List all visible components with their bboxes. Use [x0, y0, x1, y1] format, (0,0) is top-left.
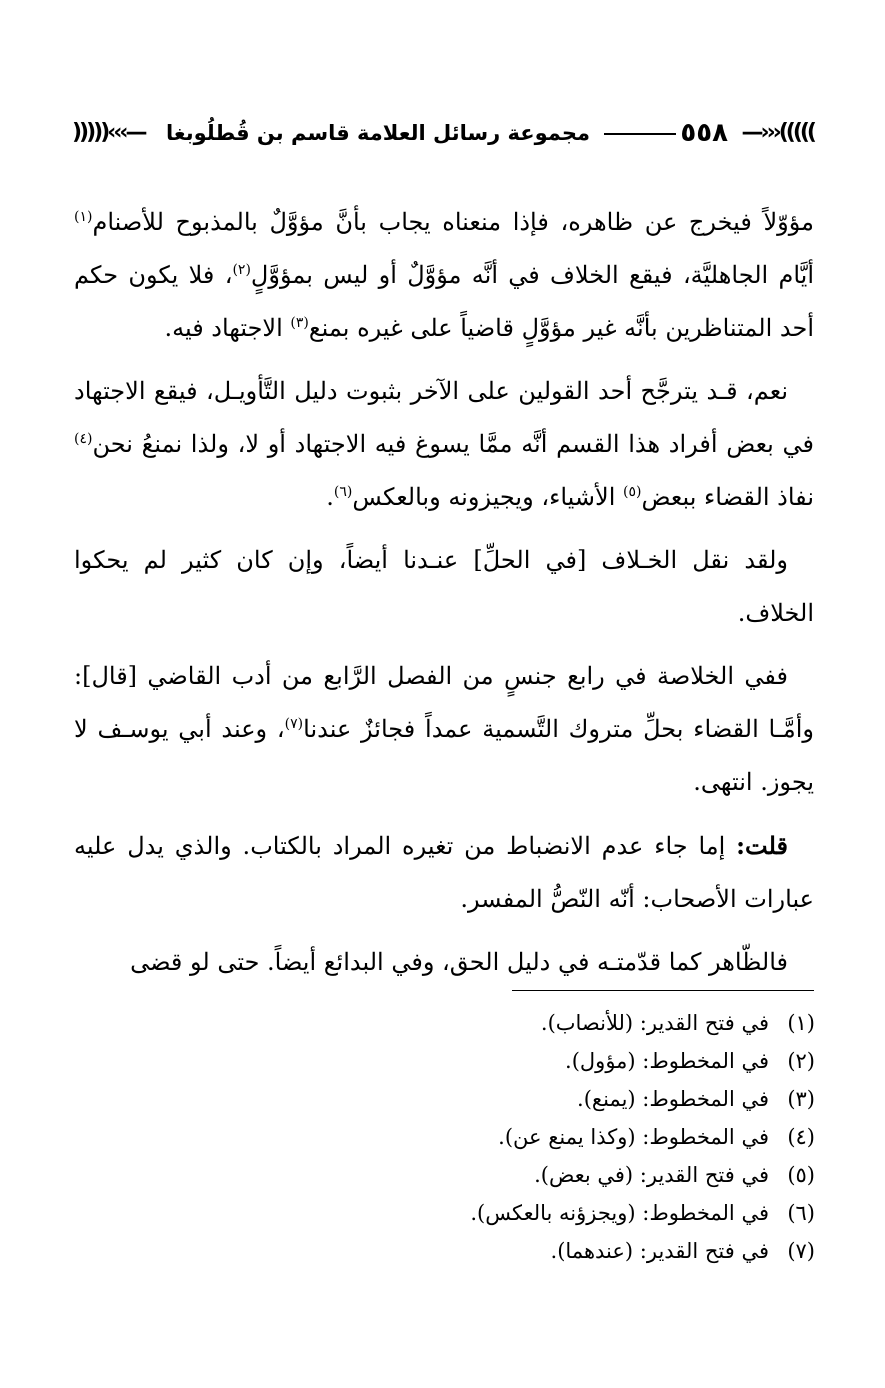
footnote-number: (٤) — [787, 1125, 815, 1149]
footnotes — [295, 1004, 815, 1270]
text-run: إما جاء عدم الانضباط من تغيره المراد بالكتاب. والذي يدل عليه عبارات الأصحاب: أنّه النّصُّ المفسر. — [74, 832, 814, 913]
footnote-ref: (٧) — [284, 716, 304, 732]
paragraph — [74, 650, 814, 809]
text-run: ولقد نقل الخـلاف [في الحلِّ] عنـدنا أيضاً، وإن كان كثير لم يحكوا الخلاف. — [74, 546, 814, 627]
footnote-number: (٣) — [787, 1087, 815, 1111]
text-run: مؤوّلاً فيخرج عن ظاهره، فإذا منعناه يجاب بأنَّ مؤوَّلٌ بالمذبوح للأصنام — [92, 208, 814, 236]
text-run: نعم، قـد يترجَّح أحد القولين على الآخر بثبوت دليل التَّأويـل، فيقع الاجتهاد في بعض أفراد هذا القسم أنَّه ممَّا يسوغ فيه الاجتهاد أو لا، ولذا نمنعُ نحن — [74, 377, 814, 458]
footnote-number: (٧) — [787, 1239, 815, 1263]
main-text — [74, 196, 814, 999]
footnote — [295, 1042, 815, 1080]
footnote-divider — [512, 990, 814, 991]
text-run: نفاذ القضاء ببعض — [641, 483, 814, 511]
paragraph — [74, 936, 814, 989]
text-run: فالظّاهر كما قدّمتـه في دليل الحق، وفي البدائع أيضاً. حتى لو قضى — [130, 948, 788, 976]
footnote-number: (٥) — [787, 1163, 815, 1187]
text-run: أيَّام الجاهليَّة، فيقع الخلاف في أنَّه مؤوَّلٌ أو ليس بمؤوَّلٍ — [250, 261, 814, 289]
footnote-text: في فتح القدير: (عندهما). — [550, 1239, 769, 1263]
text-run: ، وعند أبي يوسـف لا يجوز. انتهى. — [74, 715, 814, 796]
footnote — [295, 1004, 815, 1042]
footnote-ref: (٥) — [623, 484, 642, 500]
footnote-text: في المخطوط: (مؤول). — [565, 1049, 769, 1073]
book-title: مجموعة رسائل العلامة قاسم بن قُطلُوبغا — [166, 121, 590, 145]
footnote-number: (٢) — [787, 1049, 815, 1073]
text-run: . — [326, 483, 334, 511]
footnote — [295, 1194, 815, 1232]
running-header — [72, 112, 814, 156]
footnote — [295, 1156, 815, 1194]
footnote-ref: (٦) — [333, 484, 353, 500]
text-run: الاجتهاد فيه. — [164, 314, 291, 342]
header-ornament-right: —›››((((( — [741, 120, 814, 145]
paragraph — [74, 819, 814, 926]
footnote-text: في المخطوط: (يمنع). — [577, 1087, 769, 1111]
footnote — [295, 1080, 815, 1118]
footnote-number: (٦) — [787, 1201, 815, 1225]
footnote-text: في المخطوط: (وكذا يمنع عن). — [498, 1125, 769, 1149]
paragraph — [74, 534, 814, 640]
footnote-text: في المخطوط: (ويجزؤنه بالعكس). — [470, 1201, 769, 1225]
header-divider — [604, 133, 676, 135]
text-run: الأشياء، ويجيزونه وبالعكس — [352, 483, 624, 511]
page-number: ٥٥٨ — [680, 118, 728, 148]
paragraph — [74, 196, 814, 355]
header-ornament-left: )))))‹‹‹— — [72, 120, 145, 145]
footnote-ref: (٣) — [290, 315, 309, 331]
text-run: ففي الخلاصة في رابع جنسٍ من الفصل الرَّابع من أدب القاضي [قال]: وأمَّـا القضاء بحلِّ متروك التَّسمية عمداً فجائزٌ عندنا — [74, 662, 814, 743]
bold-lead: قلت: — [736, 831, 788, 860]
text-run: ، فلا يكون حكم أحد المتناظرين بأنَّه غير مؤوَّلٍ قاضياً على غيره بمنع — [74, 261, 814, 342]
footnote — [295, 1232, 815, 1270]
paragraph — [74, 365, 814, 524]
footnote-number: (١) — [787, 1011, 815, 1035]
footnote-ref: (٤) — [74, 431, 93, 447]
footnote-ref: (١) — [74, 209, 93, 225]
footnote — [295, 1118, 815, 1156]
footnote-text: في فتح القدير: (للأنصاب). — [540, 1011, 769, 1035]
footnote-ref: (٢) — [232, 262, 251, 278]
footnote-text: في فتح القدير: (في بعض). — [534, 1163, 769, 1187]
